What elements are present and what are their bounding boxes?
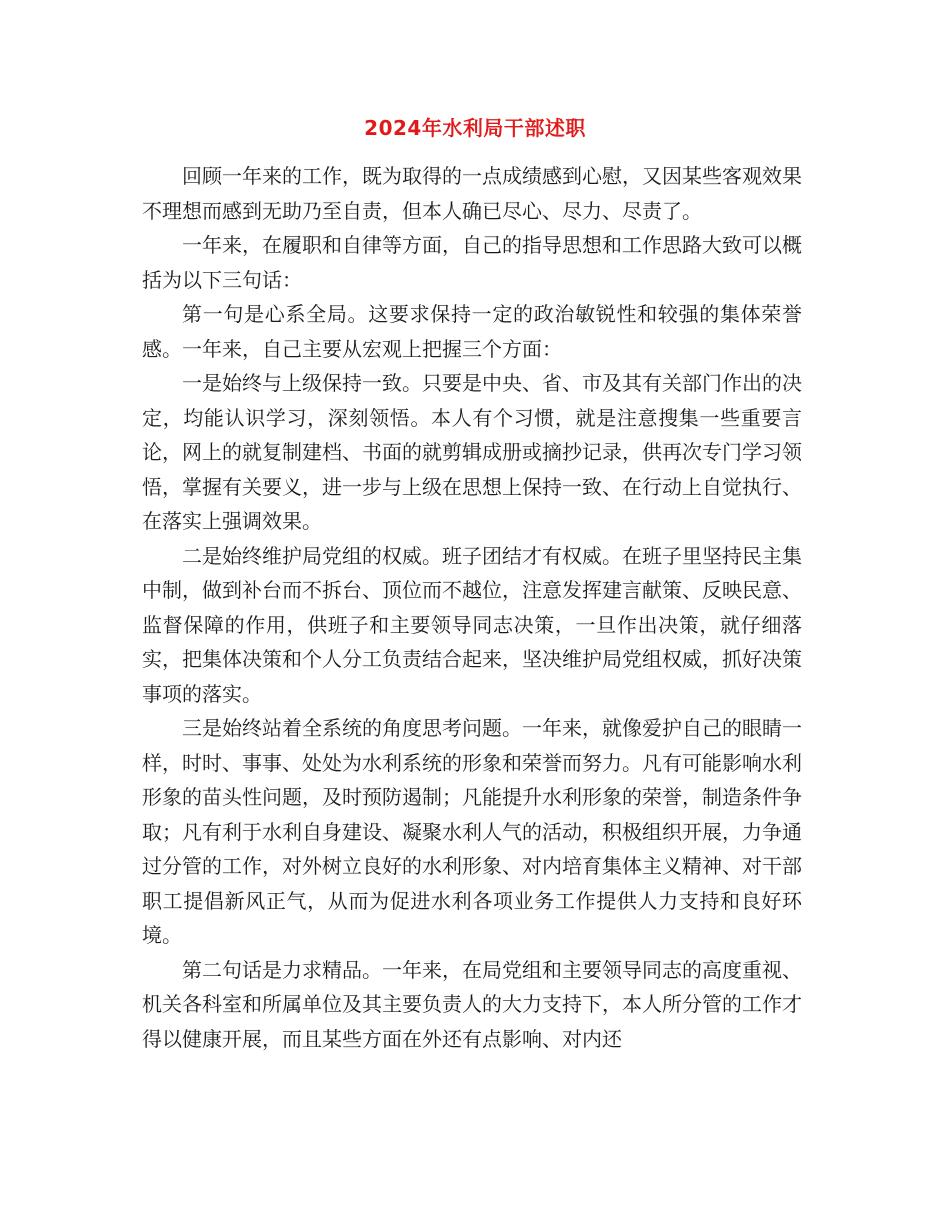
paragraph-review: 回顾一年来的工作，既为取得的一点成绩感到心慰，又因某些客观效果不理想而感到无助乃至自责，但本人确已尽心、尽力、尽责了。 (142, 164, 802, 223)
paragraph-first-sentence: 第一句是心系全局。这要求保持一定的政治敏锐性和较强的集体荣誉感。一年来，自己主要从宏观上把握三个方面： (142, 302, 802, 361)
document-title: 2024年水利局干部述职 (364, 116, 586, 140)
paragraph-second-sentence: 第二句话是力求精品。一年来，在局党组和主要领导同志的高度重视、机关各科室和所属单位及其主要负责人的大力支持下，本人所分管的工作才得以健康开展，而且某些方面在外还有点影响、对内还 (142, 957, 802, 1051)
document-body (142, 159, 802, 1056)
paragraph-point-two: 二是始终维护局党组的权威。班子团结才有权威。在班子里坚持民主集中制，做到补台而不拆台、顶位而不越位，注意发挥建言献策、反映民意、监督保障的作用，供班子和主要领导同志决策，一旦作出决策，就仔细落实，把集体决策和个人分工负责结合起来，坚决维护局党组权威，抓好决策事项的落实。 (142, 543, 802, 706)
paragraph-point-three: 三是始终站着全系统的角度思考问题。一年来，就像爱护自己的眼睛一样，时时、事事、处处为水利系统的形象和荣誉而努力。凡有可能影响水利形象的苗头性问题，及时预防遏制；凡能提升水利形象的荣誉，制造条件争取；凡有利于水利自身建设、凝聚水利人气的活动，积极组织开展，力争通过分管的工作，对外树立良好的水利形象、对内培育集体主义精神、对干部职工提倡新风正气，从而为促进水利各项业务工作提供人力支持和良好环境。 (142, 716, 802, 947)
paragraph-point-one: 一是始终与上级保持一致。只要是中央、省、市及其有关部门作出的决定，均能认识学习，深刻领悟。本人有个习惯，就是注意搜集一些重要言论，网上的就复制建档、书面的就剪辑成册或摘抄记录，供再次专门学习领悟，掌握有关要义，进一步与上级在思想上保持一致、在行动上自觉执行、在落实上强调效果。 (142, 371, 802, 533)
paragraph-overview: 一年来，在履职和自律等方面，自己的指导思想和工作思路大致可以概括为以下三句话： (142, 233, 802, 292)
